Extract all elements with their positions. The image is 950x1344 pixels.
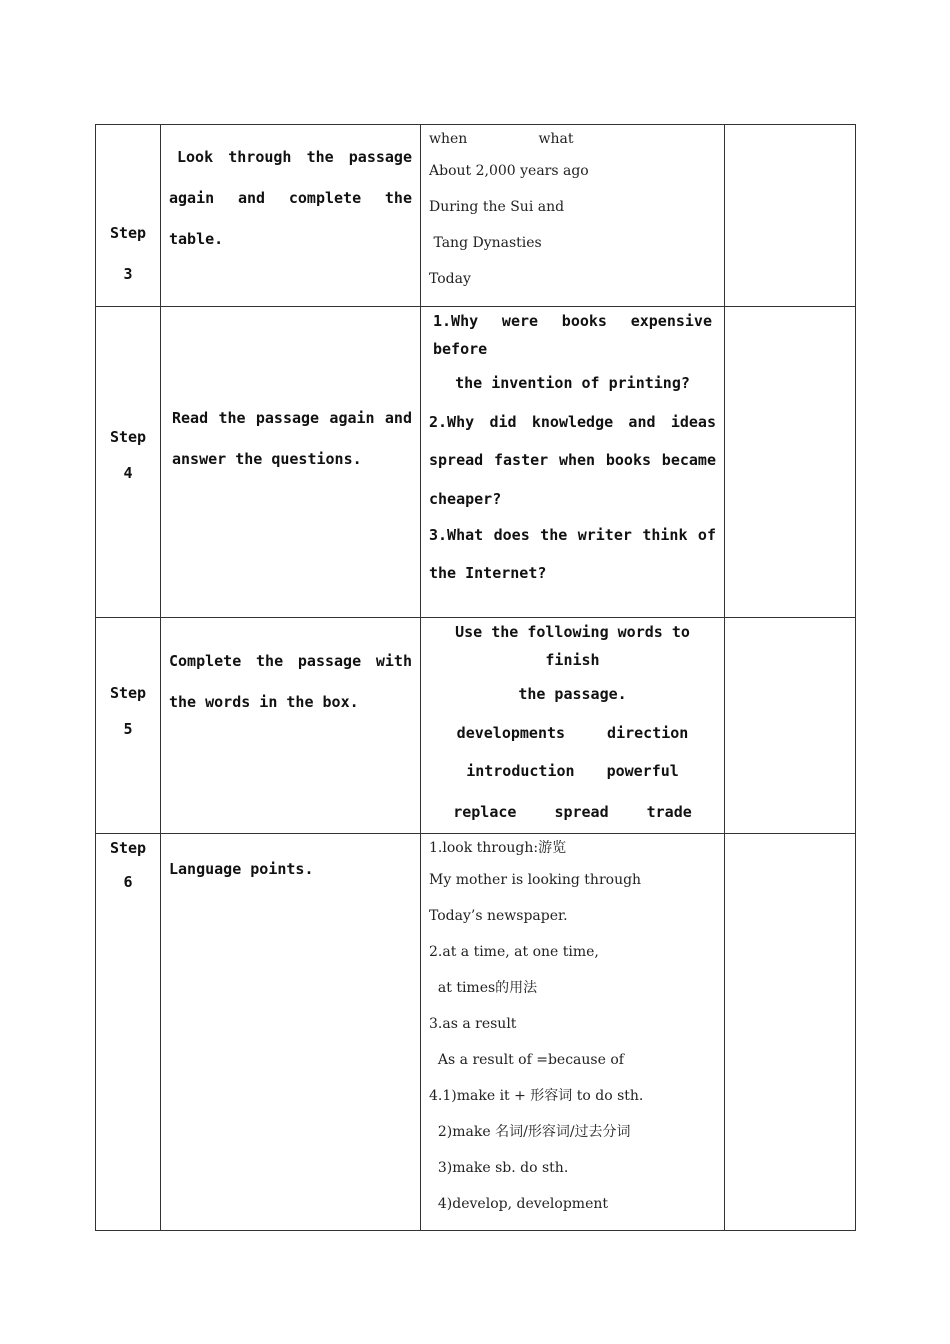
content-line: Tang Dynasties	[429, 235, 542, 251]
word-row	[429, 792, 716, 833]
task-cell	[161, 125, 421, 307]
content-line: About 2,000 years ago	[429, 163, 589, 179]
content-line: 1.look through:游览	[429, 840, 567, 856]
task-line: answer the questions.	[172, 450, 362, 468]
question-line: spread faster when books became	[429, 451, 716, 469]
task-line: Look through the passage	[177, 148, 412, 166]
content-line: Today	[429, 271, 471, 287]
question-line: the Internet?	[429, 564, 547, 582]
content-cell	[421, 125, 725, 307]
content-cell	[421, 834, 725, 1231]
content-line: 2.at a time, at one time,	[429, 944, 599, 960]
questions-cell	[421, 307, 725, 618]
task-line: Language points.	[169, 860, 314, 878]
notes-cell	[725, 307, 856, 618]
word-item: spread	[554, 803, 609, 821]
notes-cell	[725, 618, 856, 834]
content-line: Today’s newspaper.	[429, 908, 568, 924]
word-item: replace	[453, 803, 517, 821]
task-line: again and complete the	[169, 189, 412, 207]
row-step-4	[96, 307, 856, 618]
step-label: Step	[109, 428, 147, 446]
step-cell	[96, 834, 161, 1231]
notes-cell	[725, 834, 856, 1231]
step-number: 4	[123, 464, 133, 482]
content-line: 3)make sb. do sth.	[429, 1160, 569, 1176]
word-item: powerful	[606, 762, 679, 780]
step-cell	[96, 618, 161, 834]
word-item: introduction	[466, 762, 575, 780]
word-item: trade	[646, 803, 692, 821]
content-line: 3.as a result	[429, 1016, 517, 1032]
step-cell	[96, 307, 161, 618]
task-line: Read the passage again and	[172, 409, 412, 427]
task-cell	[161, 618, 421, 834]
question-line: the invention of printing?	[455, 374, 690, 392]
content-line: 4)develop, development	[429, 1196, 608, 1212]
content-line: During the Sui and	[429, 199, 565, 215]
step-number: 5	[123, 720, 133, 738]
word-row	[429, 715, 716, 751]
content-line: at times的用法	[429, 980, 538, 996]
content-line: As a result of =because of	[429, 1052, 624, 1068]
notes-cell	[725, 125, 856, 307]
task-line: table.	[169, 230, 224, 248]
word-item: developments	[456, 724, 566, 742]
step-label: Step	[109, 839, 147, 857]
question-line: 2.Why did knowledge and ideas	[429, 413, 716, 431]
step-cell	[96, 125, 161, 307]
task-cell	[161, 307, 421, 618]
instruction-line: the passage.	[518, 685, 627, 703]
instruction-line: Use the following words to finish	[455, 623, 690, 669]
content-line: 4.1)make it + 形容词 to do sth.	[429, 1088, 644, 1104]
row-step-3	[96, 125, 856, 307]
word-box-cell	[421, 618, 725, 834]
step-label: Step	[109, 224, 147, 242]
content-line: when what	[429, 131, 574, 147]
question-line: 1.Why were books expensive before	[433, 312, 712, 358]
step-label: Step	[109, 684, 147, 702]
row-step-5	[96, 618, 856, 834]
row-step-6	[96, 834, 856, 1231]
task-line: Complete the passage with	[169, 652, 412, 670]
content-line: 2)make 名词/形容词/过去分词	[429, 1124, 631, 1140]
question-line: cheaper?	[429, 490, 502, 508]
lesson-plan-table	[95, 124, 856, 1231]
word-item: direction	[607, 724, 689, 742]
step-number: 6	[123, 873, 133, 891]
task-cell	[161, 834, 421, 1231]
step-number: 3	[123, 265, 133, 283]
word-row	[429, 751, 716, 792]
question-line: 3.What does the writer think of	[429, 526, 716, 544]
task-line: the words in the box.	[169, 693, 359, 711]
content-line: My mother is looking through	[429, 872, 642, 888]
